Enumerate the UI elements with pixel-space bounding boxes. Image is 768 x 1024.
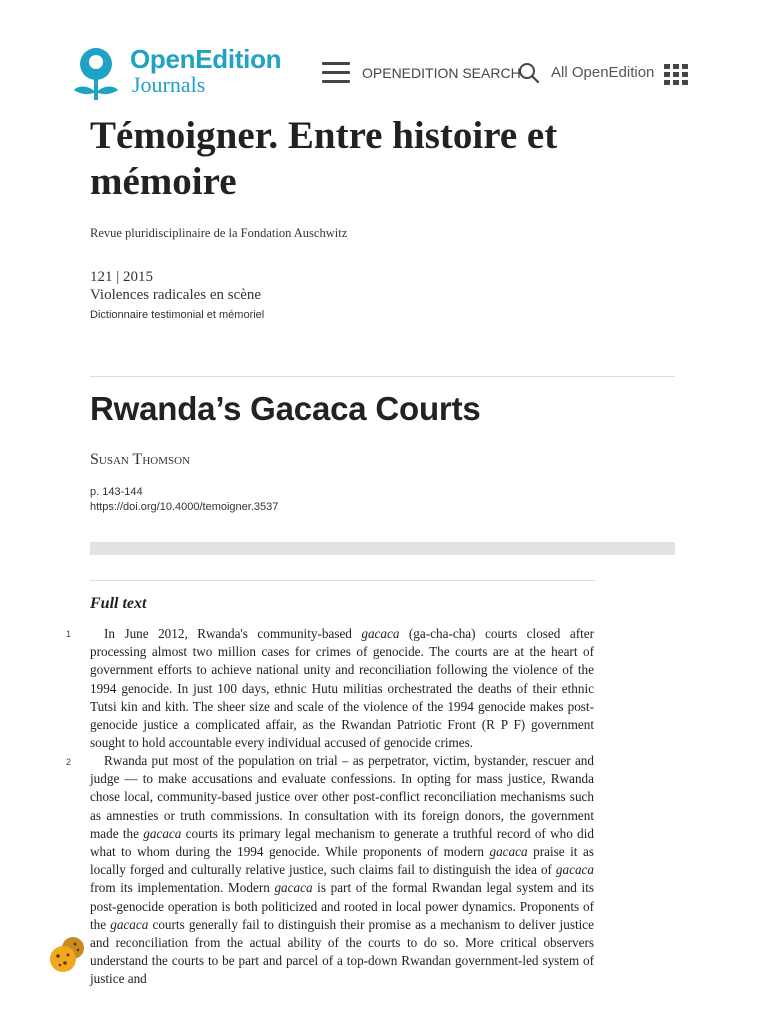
paragraph [90,625,594,752]
paragraph-number[interactable]: 2 [66,757,72,767]
cookie-consent-icon[interactable] [48,934,88,974]
text-segment: Rwanda put most of the population on trial – as perpetrator, victim, bystander, rescuer and judge — to make accusations and evaluate confessions. In opting for mass justice, Rwanda chose local, community-based justice over other post-conflict reconciliation mechanisms such as amnesties or truth commissions. In consultation with its foreign donors, the government made the [90,753,594,841]
italic-term: gacaca [361,626,400,641]
italic-term: gacaca [489,844,528,860]
logo-text-journals: Journals [132,72,206,97]
search-icon[interactable] [518,62,540,84]
openedition-flower-icon [72,44,126,102]
full-text-heading: Full text [90,595,147,612]
text-segment: courts its primary legal mechanism to generate a truthful record of who did what to whom during the 1994 genocide. While proponents of modern [90,825,594,860]
openedition-journals-logo[interactable] [72,44,302,104]
italic-term: gacaca [555,862,594,878]
journal-title[interactable]: Témoigner. Entre histoire et mémoire [90,114,558,203]
text-segment: from its implementation. Modern [90,880,275,896]
text-segment: is part of the formal Rwandan legal system and its post-genocide operation is both politicized and rooted in local power dynamics. Proponents of the [90,880,594,932]
issue-section: Dictionnaire testimonial et mémoriel [90,309,265,321]
italic-term: gacaca [274,880,313,896]
text-segment: praise it as locally forged and culturally relative justice, such claims fail to distinguish the idea of [90,844,594,878]
paragraph [90,752,594,989]
divider [90,376,675,377]
text-segment: In June 2012, Rwanda's community-based [104,626,362,641]
article-title: Rwanda’s Gacaca Courts [90,390,481,427]
italic-term: gacaca [110,916,149,932]
hamburger-menu-icon[interactable] [322,62,350,86]
apps-grid-icon[interactable] [664,64,688,86]
italic-term: gacaca [143,825,182,841]
paragraph-number[interactable]: 1 [66,629,72,639]
article-doi[interactable]: https://doi.org/10.4000/temoigner.3537 [90,501,279,513]
logo-text-openedition: OpenEdition [130,44,282,74]
openedition-search-link[interactable]: OPENEDITION SEARCH [362,65,521,81]
text-segment: (ga-cha-cha) courts closed after processing almost two million cases for crimes of genocide. The courts are at the heart of government efforts to achieve national unity and reconciliation following the violence of the 1994 genocide. In just 100 days, ethnic Hutu militias orchestrated the deaths of their ethnic Tutsi kin and kith. The sheer size and scale of the violence of the 1994 genocide makes post-genocide justice a complicated affair, as the Rwandan Patriotic Front (R P F) government sought to hold accountable every individual accused of genocide crimes. [90,626,594,751]
article-pages: p. 143-144 [90,486,143,498]
issue-number[interactable]: 121 | 2015 [90,269,154,285]
issue-title[interactable]: Violences radicales en scène [90,287,262,303]
all-openedition-link[interactable]: All OpenEdition [551,64,655,81]
text-segment: courts generally fail to distinguish their promise as a mechanism to deliver justice and reconciliation from the actual ability of the courts to do so. More critical observers understand the courts to be part and parcel of a top-down Rwandan government-led system of justice and [90,916,594,987]
gray-banner [90,542,675,555]
journal-subtitle: Revue pluridisciplinaire de la Fondation Auschwitz [90,226,348,240]
divider [90,580,595,581]
article-author[interactable]: Susan Thomson [90,451,191,468]
